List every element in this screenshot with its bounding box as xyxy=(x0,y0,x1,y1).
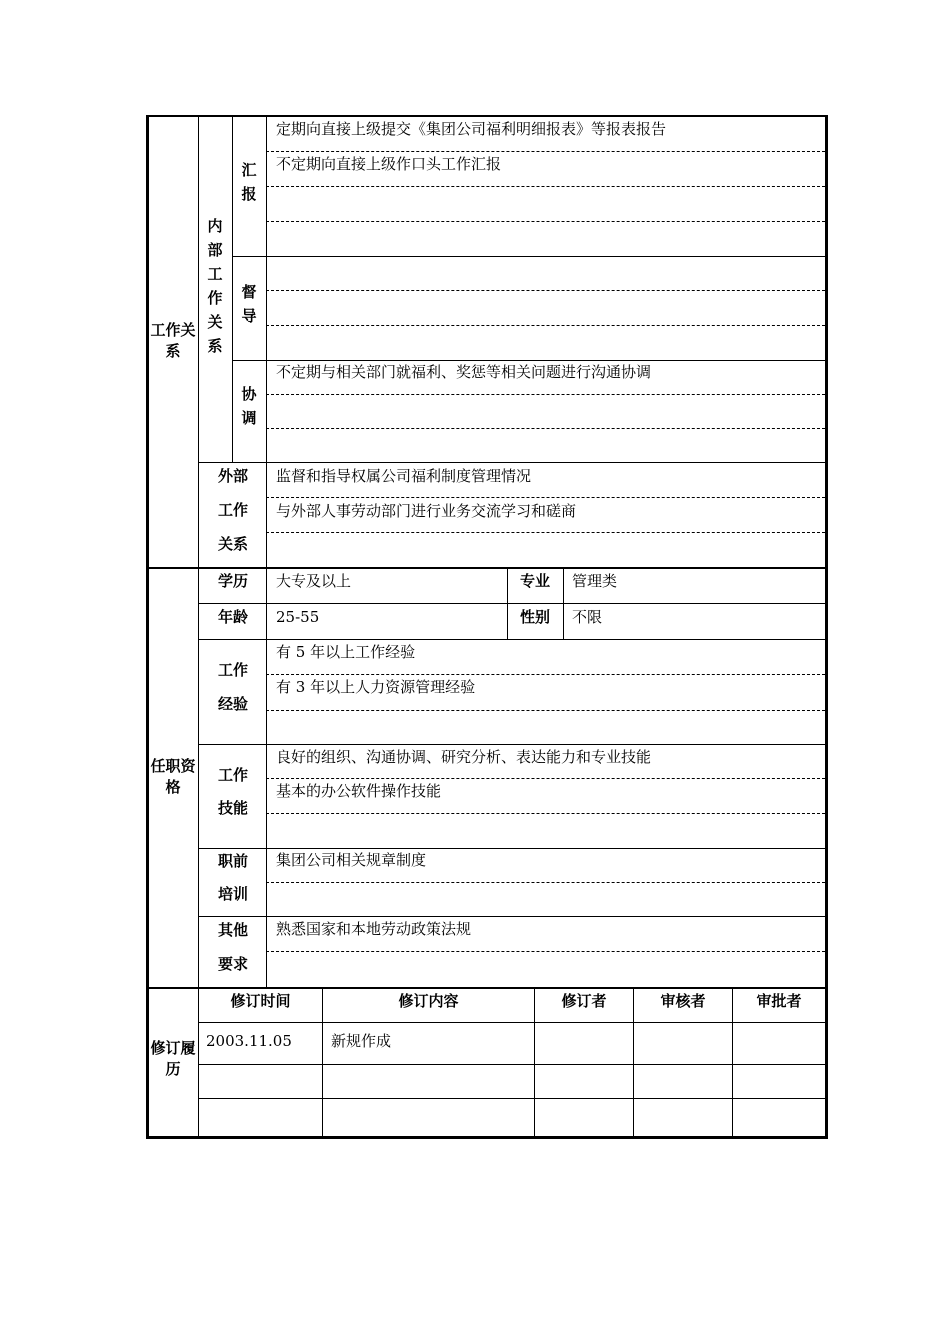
skills-label-2: 技能 xyxy=(217,799,248,817)
dashed-line xyxy=(266,532,825,533)
divider xyxy=(198,639,825,640)
experience-label-2: 经验 xyxy=(217,695,248,713)
dashed-line xyxy=(266,186,825,187)
divider xyxy=(198,916,825,917)
experience-line-2: 有 3 年以上人力资源管理经验 xyxy=(276,678,476,696)
dashed-line xyxy=(266,813,825,814)
frame-bottom-border xyxy=(146,1136,828,1139)
header-reviewer: 审核者 xyxy=(660,992,706,1010)
report-label: 汇报 xyxy=(241,161,257,203)
major-label: 专业 xyxy=(519,572,550,590)
dashed-line xyxy=(266,221,825,222)
major-value: 管理类 xyxy=(572,572,618,590)
revision-row-1-content: 新规作成 xyxy=(331,1032,392,1050)
other-line-1: 熟悉国家和本地劳动政策法规 xyxy=(276,920,472,938)
skills-line-2: 基本的办公软件操作技能 xyxy=(276,782,442,800)
divider xyxy=(198,117,199,567)
divider xyxy=(563,569,564,639)
training-label-1: 职前 xyxy=(217,852,248,870)
frame-left-border xyxy=(146,115,149,1139)
external-label-2: 工作 xyxy=(217,501,248,519)
divider xyxy=(266,117,267,567)
age-label: 年龄 xyxy=(217,608,248,626)
dashed-line xyxy=(266,325,825,326)
section-divider xyxy=(149,987,825,989)
dashed-line xyxy=(266,778,825,779)
divider xyxy=(534,989,535,1136)
external-label-1: 外部 xyxy=(217,467,248,485)
divider xyxy=(198,1064,825,1065)
header-reviser: 修订者 xyxy=(561,992,607,1010)
supervise-label: 督导 xyxy=(241,283,257,325)
section-divider xyxy=(149,567,825,569)
divider xyxy=(198,603,825,604)
internal-relations-label: 内部工作关系 xyxy=(207,217,223,355)
report-line-2: 不定期向直接上级作口头工作汇报 xyxy=(276,155,502,173)
divider xyxy=(198,1022,825,1023)
skills-line-1: 良好的组织、沟通协调、研究分析、表达能力和专业技能 xyxy=(276,748,652,766)
divider xyxy=(198,569,199,987)
frame-right-border xyxy=(825,115,828,1139)
dashed-line xyxy=(266,394,825,395)
education-value: 大专及以上 xyxy=(276,572,352,590)
coordinate-label: 协调 xyxy=(241,385,257,427)
dashed-line xyxy=(266,710,825,711)
training-label-2: 培训 xyxy=(217,885,248,903)
dashed-line xyxy=(266,951,825,952)
other-label-1: 其他 xyxy=(217,921,248,939)
divider xyxy=(322,989,323,1136)
report-line-1: 定期向直接上级提交《集团公司福利明细报表》等报表报告 xyxy=(276,120,667,138)
header-revision-time: 修订时间 xyxy=(230,992,291,1010)
dashed-line xyxy=(266,497,825,498)
divider xyxy=(198,848,825,849)
external-label-3: 关系 xyxy=(217,535,248,553)
education-label: 学历 xyxy=(217,572,248,590)
qualifications-label: 任职资格 xyxy=(150,757,196,796)
external-line-1: 监督和指导权属公司福利制度管理情况 xyxy=(276,467,532,485)
revision-row-1-time: 2003.11.05 xyxy=(206,1032,292,1050)
experience-line-1: 有 5 年以上工作经验 xyxy=(276,643,416,661)
divider xyxy=(232,360,825,361)
skills-label-1: 工作 xyxy=(217,766,248,784)
divider xyxy=(232,117,233,462)
divider xyxy=(633,989,634,1136)
gender-value: 不限 xyxy=(572,608,603,626)
divider xyxy=(507,569,508,639)
divider xyxy=(732,989,733,1136)
external-line-2: 与外部人事劳动部门进行业务交流学习和磋商 xyxy=(276,502,577,520)
training-line-1: 集团公司相关规章制度 xyxy=(276,851,427,869)
work-relations-label: 工作关系 xyxy=(150,321,196,360)
header-approver: 审批者 xyxy=(756,992,802,1010)
other-label-2: 要求 xyxy=(217,955,248,973)
revision-label: 修订履历 xyxy=(150,1039,196,1078)
experience-label-1: 工作 xyxy=(217,661,248,679)
dashed-line xyxy=(266,290,825,291)
divider xyxy=(198,744,825,745)
dashed-line xyxy=(266,674,825,675)
divider xyxy=(198,1098,825,1099)
divider xyxy=(232,256,825,257)
header-revision-content: 修订内容 xyxy=(398,992,459,1010)
dashed-line xyxy=(266,882,825,883)
gender-label: 性别 xyxy=(519,608,550,626)
divider xyxy=(198,462,825,463)
dashed-line xyxy=(266,151,825,152)
frame-top-border xyxy=(146,115,828,117)
dashed-line xyxy=(266,428,825,429)
coordinate-line-1: 不定期与相关部门就福利、奖惩等相关问题进行沟通协调 xyxy=(276,363,652,381)
divider xyxy=(198,989,199,1136)
age-value: 25-55 xyxy=(276,608,320,626)
